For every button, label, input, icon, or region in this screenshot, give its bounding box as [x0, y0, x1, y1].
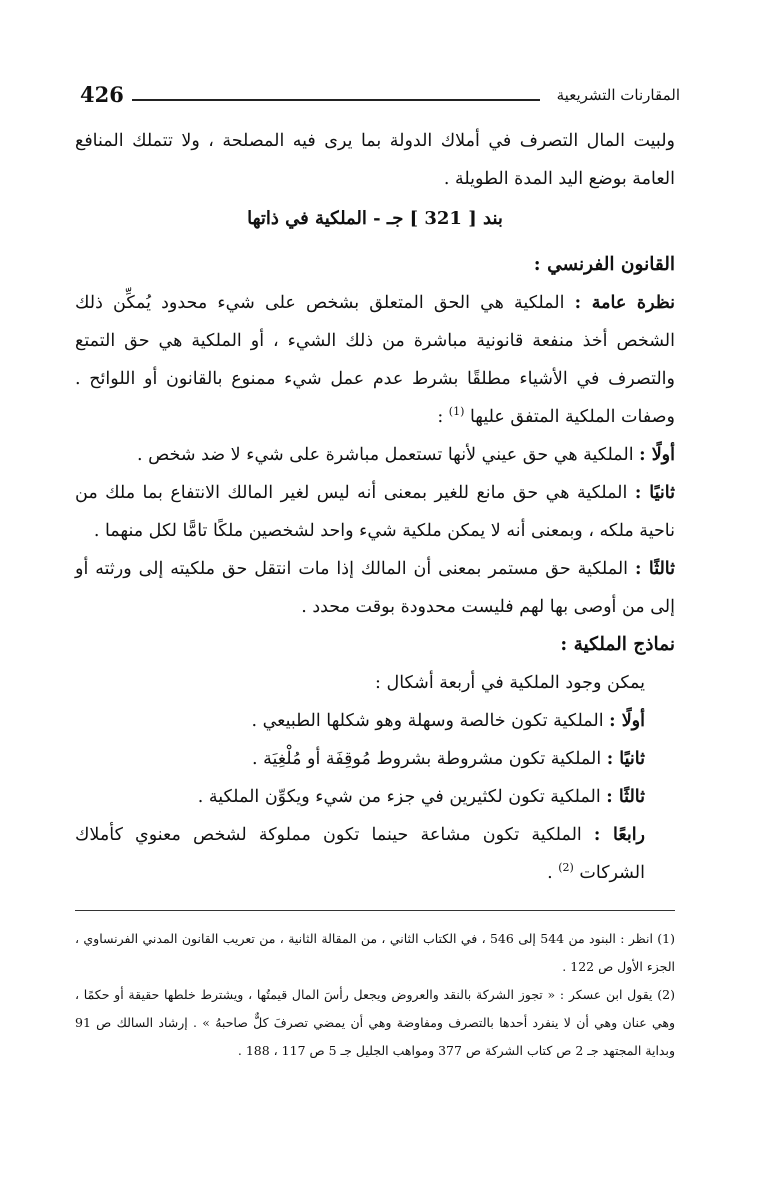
model-2 — [75, 740, 675, 778]
page-number: 426 — [80, 82, 124, 107]
model-1-text: الملكية تكون خالصة وسهلة وهو شكلها الطبيعي . — [251, 711, 610, 731]
second-text: الملكية هي حق مانع للغير بمعنى أنه ليس لغير المالك الانتفاع بما ملك من ناحية ملكه ، وبمعنى أنه لا يمكن ملكية شيء واحد لشخصين ملكًا تامًّا لكل منهما . — [75, 483, 675, 541]
overview-lead: نظرة عامة : — [574, 293, 675, 313]
model-4-text: الملكية تكون مشاعة حينما تكون مملوكة لشخص معنوي كأملاك الشركات — [75, 825, 645, 883]
model-4-end: . — [547, 863, 559, 883]
first-lead: أولًا : — [639, 445, 675, 465]
french-law-heading: القانون الفرنسي : — [533, 254, 675, 275]
second-attribute — [75, 474, 675, 550]
model-2-text: الملكية تكون مشروطة بشروط مُوقِفَة أو مُلْغِيَة . — [252, 749, 607, 769]
model-1-lead: أولًا : — [609, 711, 645, 731]
models-intro: يمكن وجود الملكية في أربعة أشكال : — [375, 673, 645, 693]
first-attribute — [75, 436, 675, 474]
main-text — [75, 122, 675, 892]
model-3-text: الملكية تكون لكثيرين في جزء من شيء ويكوِّن الملكية . — [197, 787, 607, 807]
footnote-2: (2) يقول ابن عسكر : « تجوز الشركة بالنقد والعروض ويجعل رأسَ المال قيمتُها ، ويشترط خلطها حقيقة أو حكمًا ، وهي عنان وهي أن لا ينفرد أحدها بالتصرف ومفاوضة وهي أن يمضي تصرفَ كلٌّ صاحبهُ » . إرشاد السالك ص 91 وبداية المجتهد جـ 2 ص كتاب الشركة ص 377 ومواهب الجليل جـ 5 ص 117 ، 188 . — [75, 987, 675, 1058]
overview-paragraph — [75, 284, 675, 436]
intro-paragraph: ولبيت المال التصرف في أملاك الدولة بما يرى فيه المصلحة ، ولا تتملك المنافع العامة بوضع اليد المدة الطويلة . — [75, 131, 675, 189]
third-attribute — [75, 550, 675, 626]
third-lead: ثالثًا : — [634, 559, 676, 579]
model-4 — [75, 816, 675, 892]
overview-text: الملكية هي الحق المتعلق بشخص على شيء محدود يُمكِّن ذلك الشخص أخذ منفعة قانونية مباشرة من ذلك الشيء ، أو الملكية هي حق التمتع والتصرف في الأشياء مطلقًا بشرط عدم عمل شيء ممنوع بالقانون أو اللوائح . وصفات الملكية المتفق عليها — [75, 293, 675, 427]
first-text: الملكية هي حق عيني لأنها تستعمل مباشرة على شيء لا ضد شخص . — [136, 445, 640, 465]
model-1 — [75, 702, 675, 740]
running-title: المقارنات التشريعية — [556, 86, 680, 104]
model-4-lead: رابعًا : — [593, 825, 646, 845]
page-header — [80, 82, 680, 116]
footnotes — [75, 925, 675, 1065]
section-title: بند [ 321 ] جـ - الملكية في ذاتها — [247, 208, 503, 229]
footnote-ref-1: (1) — [448, 405, 465, 419]
second-lead: ثانيًا : — [634, 483, 675, 503]
overview-end: : — [437, 407, 449, 427]
models-heading: نماذج الملكية : — [560, 634, 675, 655]
model-3-lead: ثالثًا : — [606, 787, 645, 807]
footnote-ref-2: (2) — [558, 861, 574, 875]
third-text: الملكية حق مستمر بمعنى أن المالك إذا مات انتقل حق ملكيته إلى ورثته أو إلى من أوصى بها لهم فليست محدودة بوقت محدد . — [75, 559, 675, 617]
footnote-1: (1) انظر : البنود من 544 إلى 546 ، في الكتاب الثاني ، من المقالة الثانية ، من تعريب القانون المدني الفرنساوي ، الجزء الأول ص 122 . — [75, 931, 676, 974]
model-2-lead: ثانيًا : — [606, 749, 645, 769]
model-3 — [75, 778, 675, 816]
footnote-divider — [75, 910, 675, 911]
header-rule — [132, 99, 540, 101]
